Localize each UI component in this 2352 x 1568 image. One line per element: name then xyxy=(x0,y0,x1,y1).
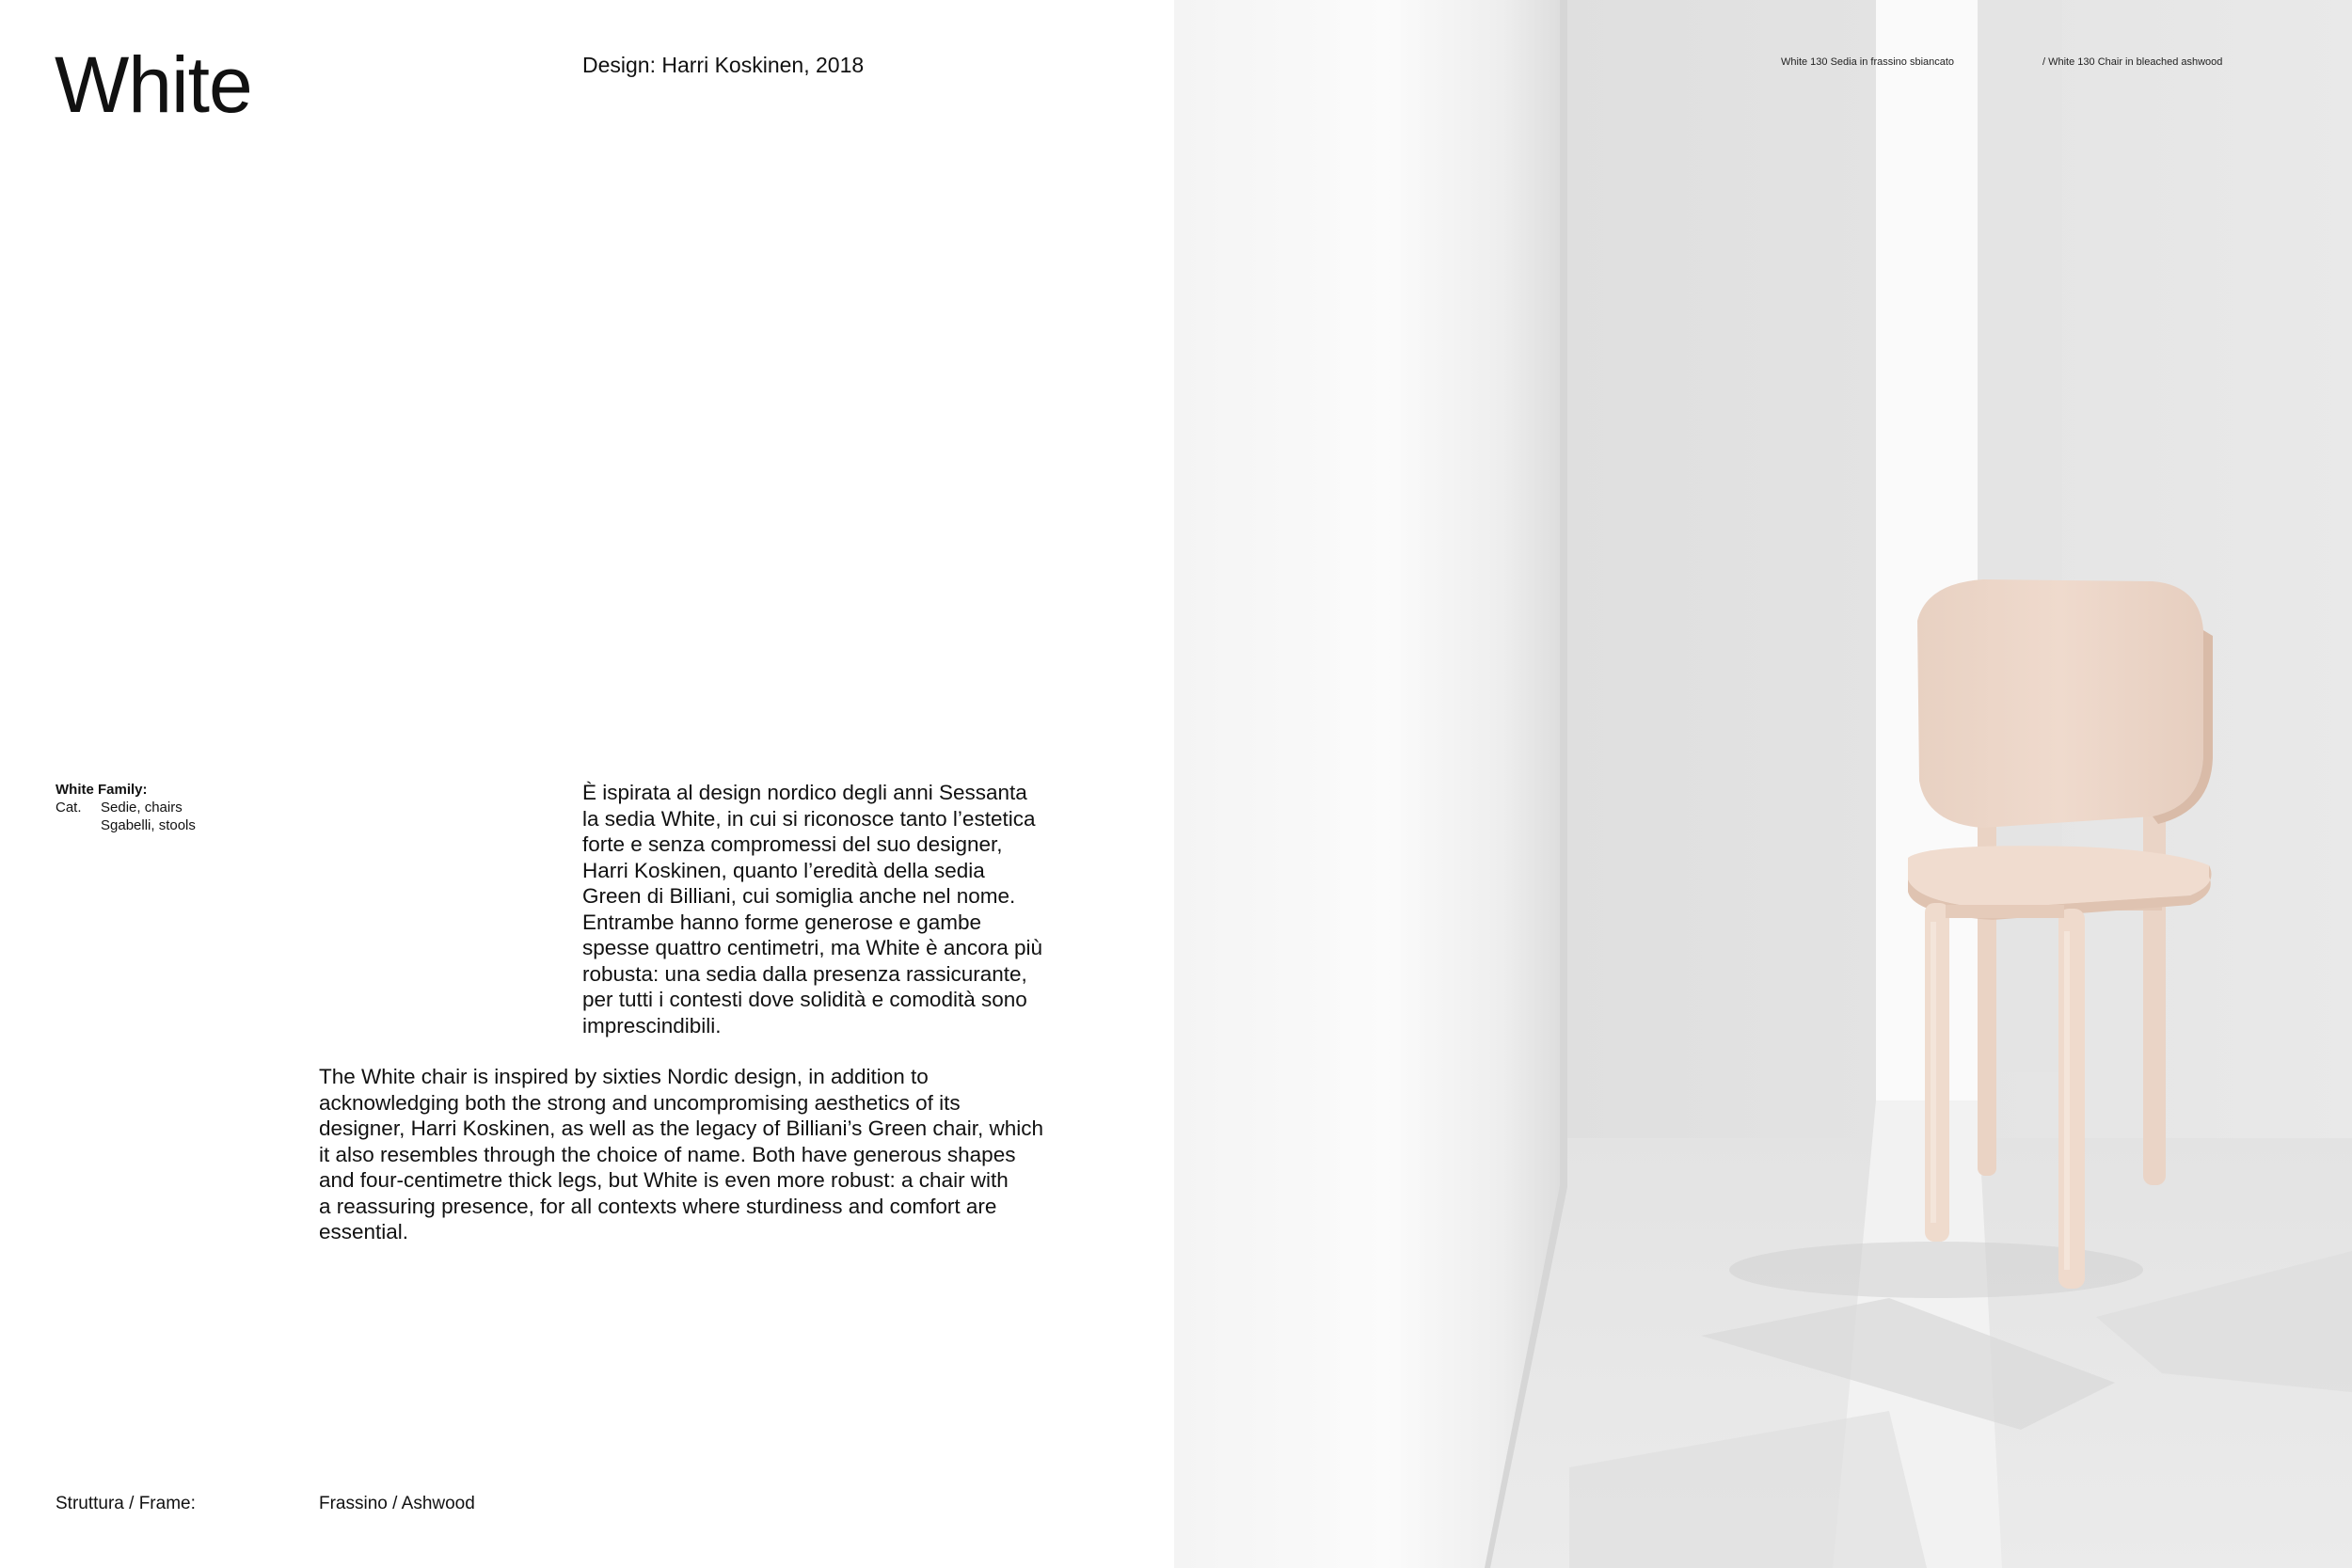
photo-caption-english: / White 130 Chair in bleached ashwood xyxy=(2042,56,2223,68)
family-title: White Family: xyxy=(56,782,148,798)
product-photo xyxy=(1174,0,2352,1568)
text-line: Green di Billiani, cui somiglia anche nel nome. xyxy=(582,884,1016,908)
leg-highlight xyxy=(1931,922,1936,1223)
designer-credit: Design: Harri Koskinen, 2018 xyxy=(582,53,865,77)
category-item: Sgabelli, stools xyxy=(101,817,196,833)
description-english xyxy=(319,1064,1128,1245)
left-page xyxy=(0,0,1174,1568)
chair-leg xyxy=(1925,903,1949,1242)
chair-rail xyxy=(1946,905,2064,918)
text-line: È ispirata al design nordico degli anni Sessanta xyxy=(582,781,1027,804)
text-line: imprescindibili. xyxy=(582,1013,722,1037)
text-line: essential. xyxy=(319,1220,409,1243)
chair-scene-illustration xyxy=(1174,0,2352,1568)
category-row xyxy=(56,799,196,834)
text-line: Entrambe hanno forme generose e gambe xyxy=(582,910,982,934)
text-line: it also resembles through the choice of name. Both have generous shapes xyxy=(319,1142,1016,1166)
text-line: la sedia White, in cui si riconosce tanto l’estetica xyxy=(582,806,1036,831)
photo-caption-italian: White 130 Sedia in frassino sbiancato xyxy=(1781,56,1955,68)
category-label: Cat. xyxy=(56,800,82,816)
text-line: a reassuring presence, for all contexts where sturdiness and comfort are xyxy=(319,1194,997,1218)
text-line: robusta: una sedia dalla presenza rassicurante, xyxy=(582,961,1027,986)
description-italian xyxy=(582,780,1128,1038)
category-values xyxy=(101,799,196,834)
text-line: per tutti i contesti dove solidità e comodità sono xyxy=(582,988,1027,1011)
leg-highlight xyxy=(2064,931,2070,1270)
spec-value: Frassino / Ashwood xyxy=(319,1494,475,1513)
text-line: designer, Harri Koskinen, as well as the legacy of Billiani’s Green chair, which xyxy=(319,1117,1043,1140)
page-title: White xyxy=(55,40,252,129)
text-line: and four-centimetre thick legs, but White is even more robust: a chair with xyxy=(319,1168,1009,1192)
chair-backrest xyxy=(1917,579,2203,828)
text-line: acknowledging both the strong and uncompromising aesthetics of its xyxy=(319,1090,961,1115)
chair-leg xyxy=(2058,909,2085,1289)
text-line: forte e senza compromessi del suo designer, xyxy=(582,832,1003,856)
product-family xyxy=(56,781,196,834)
category-item: Sedie, chairs xyxy=(101,800,183,816)
text-line: The White chair is inspired by sixties Nordic design, in addition to xyxy=(319,1065,929,1088)
text-line: Harri Koskinen, quanto l’eredità della sedia xyxy=(582,858,985,882)
front-pillar xyxy=(1174,0,1560,1568)
spec-label: Struttura / Frame: xyxy=(56,1494,196,1513)
text-line: spesse quattro centimetri, ma White è ancora più xyxy=(582,936,1042,959)
